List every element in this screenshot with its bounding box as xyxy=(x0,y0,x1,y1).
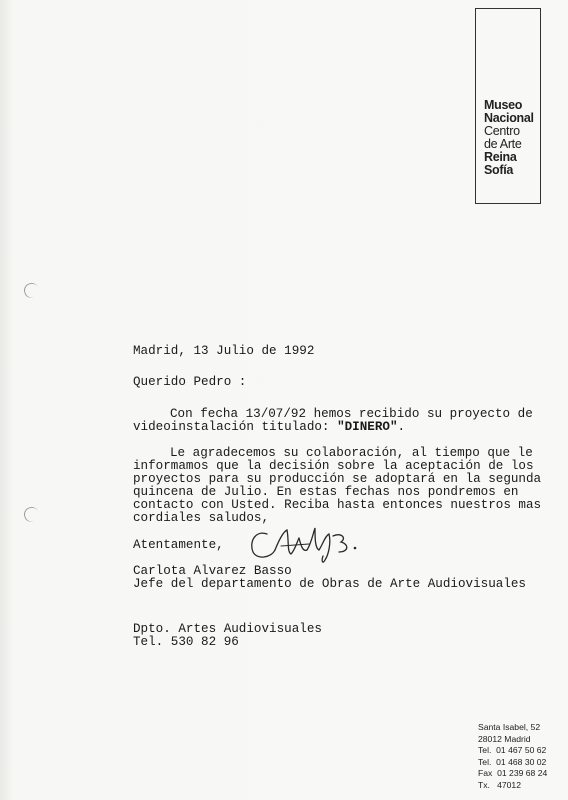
paragraph-2-line-4: quincena de Julio. En estas fechas nos pondremos en xyxy=(133,485,519,499)
museum-logo xyxy=(475,8,541,204)
museum-logo-text xyxy=(484,99,534,177)
handwritten-signature xyxy=(245,520,375,570)
letter-closing: Atentamente, xyxy=(133,538,224,552)
project-title: "DINERO" xyxy=(337,420,398,434)
department-name: Dpto. Artes Audiovisuales xyxy=(133,622,322,636)
paragraph-2-line-5: contacto con Usted. Reciba hasta entonces nuestros mas xyxy=(133,498,542,512)
faint-stamp-mark xyxy=(318,2,458,14)
logo-line-reina: Reina xyxy=(484,150,517,164)
signer-name: Carlota Alvarez Basso xyxy=(133,564,292,578)
logo-line-sofia: Sofía xyxy=(484,163,514,177)
paragraph-1-line-2 xyxy=(133,421,405,434)
punch-hole-mark xyxy=(22,505,41,524)
punch-hole-mark xyxy=(22,281,41,300)
logo-line-de-arte: de Arte xyxy=(484,137,522,151)
paragraph-2-line-1: Le agradecemos su colaboración, al tiempo que le xyxy=(170,446,533,460)
letter-greeting: Querido Pedro : xyxy=(133,375,247,389)
logo-line-nacional: Nacional xyxy=(484,111,534,125)
footer-tel-2: Tel. 01 468 30 02 xyxy=(478,756,547,767)
footer-fax: Fax 01 239 68 24 xyxy=(478,768,548,779)
footer-address: Santa Isabel, 52 xyxy=(478,722,541,732)
logo-line-centro: Centro xyxy=(484,124,520,138)
footer-tel-1: Tel. 01 467 50 62 xyxy=(478,745,547,756)
signer-title: Jefe del departamento de Obras de Arte Audiovisuales xyxy=(133,577,526,591)
paragraph-2-line-3: proyectos para su producción se adoptará en la segunda xyxy=(133,472,542,486)
museum-contact-footer xyxy=(478,722,547,792)
logo-line-museo: Museo xyxy=(484,98,523,112)
footer-city: 28012 Madrid xyxy=(478,733,531,744)
department-phone: Tel. 530 82 96 xyxy=(133,635,239,649)
paragraph-1-suffix: . xyxy=(397,420,406,434)
paragraph-2-line-2: informamos que la decisión sobre la aceptación de los xyxy=(133,459,534,473)
letter-date: Madrid, 13 Julio de 1992 xyxy=(133,344,315,358)
paragraph-1-line-1: Con fecha 13/07/92 hemos recibido su proyecto de xyxy=(170,407,533,421)
footer-telex: Tx. 47012 xyxy=(478,779,521,790)
paragraph-2-line-6: cordiales saludos, xyxy=(133,511,270,525)
paragraph-1-prefix: videoinstalación titulado: xyxy=(133,420,338,434)
